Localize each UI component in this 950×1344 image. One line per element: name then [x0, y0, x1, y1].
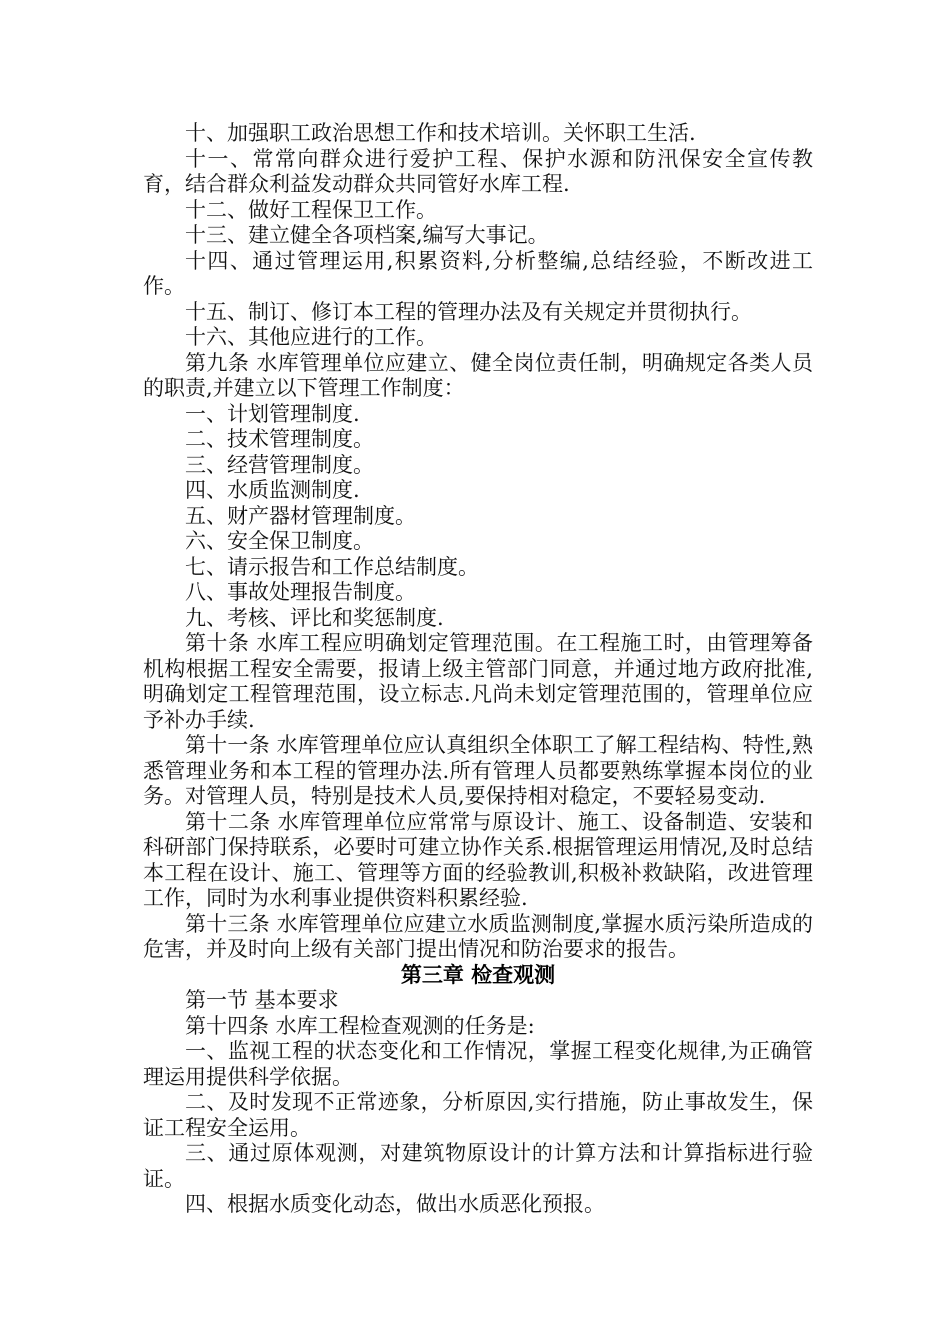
list-item: 一、监视工程的状态变化和工作情况，掌握工程变化规律,为正确管理运用提供科学依据。 [143, 1039, 813, 1089]
paragraph: 第九条 水库管理单位应建立、健全岗位责任制，明确规定各类人员的职责,并建立以下管理工作制度： [143, 350, 813, 400]
list-item: 二、技术管理制度。 [185, 427, 374, 451]
list-item: 三、通过原体观测，对建筑物原设计的计算方法和计算指标进行验证。 [143, 1141, 813, 1191]
list-item: 三、经营管理制度。 [185, 452, 374, 477]
list-item: 八、事故处理报告制度。 [185, 580, 416, 604]
paragraph: 第十三条 水库管理单位应建立水质监测制度,掌握水质污染所造成的危害，并及时向上级有关部门提出情况和防治要求的报告。 [143, 911, 813, 961]
list-item: 七、请示报告和工作总结制度。 [185, 554, 479, 579]
paragraph: 十一、常常向群众进行爱护工程、保护水源和防汛保安全宣传教育，结合群众利益发动群众共同管好水库工程. [143, 146, 813, 196]
list-item: 一、计划管理制度. [185, 401, 360, 426]
paragraph: 十五、制订、修订本工程的管理办法及有关规定并贯彻执行。 [185, 299, 752, 324]
paragraph: 第十一条 水库管理单位应认真组织全体职工了解工程结构、特性,熟悉管理业务和本工程的管理办法.所有管理人员都要熟练掌握本岗位的业务。对管理人员，特别是技术人员,要保持相对稳定，不要轻易变动. [143, 733, 813, 808]
paragraph: 十四、通过管理运用,积累资料,分析整编,总结经验，不断改进工作。 [143, 248, 813, 298]
list-item: 四、水质监测制度. [185, 478, 360, 502]
paragraph: 十三、建立健全各项档案,编写大事记。 [185, 223, 549, 247]
paragraph: 第十二条 水库管理单位应常常与原设计、施工、设备制造、安装和科研部门保持联系，必要时可建立协作关系.根据管理运用情况,及时总结本工程在设计、施工、管理等方面的经验教训,积极补救缺陷，改进管理工作，同时为水利事业提供资料积累经验. [143, 809, 813, 910]
list-item: 五、财产器材管理制度。 [185, 503, 416, 528]
paragraph: 十二、做好工程保卫工作。 [185, 197, 437, 222]
paragraph: 第十四条 水库工程检查观测的任务是: [185, 1013, 535, 1038]
document-body [143, 121, 813, 1218]
paragraph: 十六、其他应进行的工作。 [185, 325, 437, 349]
paragraph: 十、加强职工政治思想工作和技术培训。关怀职工生活. [185, 121, 696, 145]
list-item: 九、考核、评比和奖惩制度. [185, 605, 444, 630]
chapter-title: 第三章 检查观测 [400, 962, 556, 987]
list-item: 四、根据水质变化动态，做出水质恶化预报。 [185, 1192, 605, 1216]
section-title: 第一节 基本要求 [185, 988, 339, 1012]
paragraph: 第十条 水库工程应明确划定管理范围。在工程施工时，由管理筹备机构根据工程安全需要，报请上级主管部门同意，并通过地方政府批准,明确划定工程管理范围，设立标志.凡尚未划定管理范围的，管理单位应予补办手续. [143, 631, 813, 732]
list-item: 二、及时发现不正常迹象，分析原因,实行措施，防止事故发生，保证工程安全运用。 [143, 1090, 813, 1140]
list-item: 六、安全保卫制度。 [185, 529, 374, 553]
